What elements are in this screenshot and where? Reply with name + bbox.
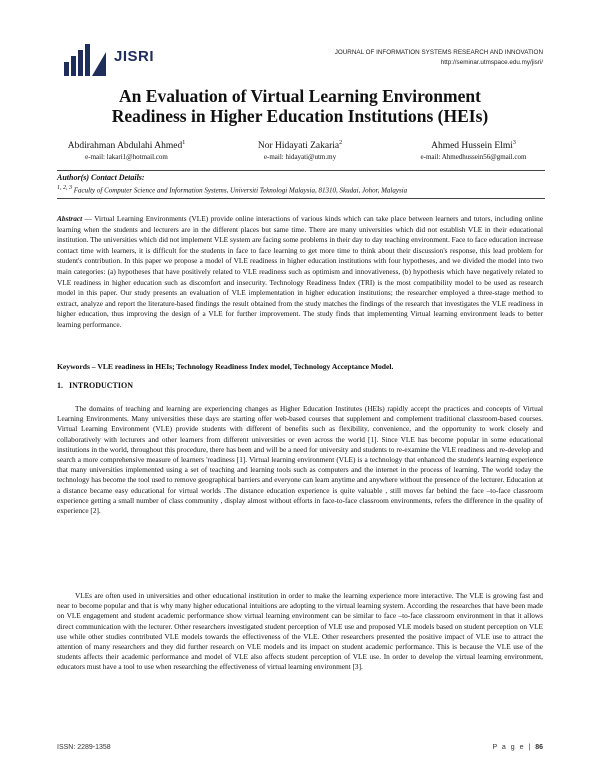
page-label: P a g e |	[492, 744, 536, 751]
logo-text: JISRI	[114, 48, 155, 65]
author-2	[214, 137, 387, 162]
author-email[interactable]: e-mail: lakari1@hotmail.com	[85, 153, 168, 162]
journal-logo	[62, 40, 172, 80]
abstract-dash: —	[82, 214, 95, 223]
journal-url[interactable]: http://seminar.utmspace.edu.my/jisri/	[440, 59, 543, 66]
contact-heading: Author(s) Contact Details:	[57, 173, 145, 182]
page-number: 86	[535, 744, 543, 751]
author-3	[387, 137, 560, 162]
body-paragraph: VLEs are often used in universities and other educational institution in order to make the learning experience more interactive. The VLE is growing fast and near to become popular and that is why many higher educational intuitions are adopting to the virtual learning system. According the researches that have been made on VLE engagement and student academic performance show virtual learning environment can be similar to face –to-face classroom environment in that it allows direct communication with the lecturer. Other researchers investigated student perception of VLE use and proposed VLE models based on student perception on VLE use while other studies contributed VLE models towards the effectiveness of the VLE. Other researchers presented the positive impact of VLE use to attract the attention of many researchers and they did further research on VLE models and its impact on student academic performance. This is because the VLE use of the students affects their academic performance and model of VLE also affects student perception of VLE use. In order to develop the virtual learning environment, educators must have a tool to use when researching the effectiveness of virtual learning environment [3].	[57, 591, 543, 672]
abstract-label: Abstract	[57, 214, 83, 223]
keywords: Keywords – VLE readiness in HEIs; Technology Readiness Index model, Technology Acceptance Model.	[57, 362, 394, 371]
author-name: Abdirahman Abdulahi Ahmed	[67, 141, 183, 152]
author-list	[40, 137, 560, 162]
body-paragraph: The domains of teaching and learning are experiencing changes as Higher Education Institutes (HEIs) rapidly accept the practices and concepts of Virtual Learning Environments. Many universities these days are starting offer web-based courses that supplement and complement traditional classroom-based courses. Virtual Learning Environment (VLE) provide students with different of benefits such as flexibility, convenience, and the opportunity to work closely and collaboratively with lecturers and other learners from different universities or even across the world [1]. Since VLE has become popular in some educational institutions in the world, throughout this procedure, there has been and will be a need for university and students to re-examine the VLE readiness and re-develop and search a more comprehensive measure of learners 'readiness [1]. Virtual learning environment (VLE) is a technology that enhanced the student's learning experience that many universities implemented using a set of teaching and learning tools such as computers and the internet in the process of learning. The world today the technology has become the tool used to remove geographical barriers and everyone can learn anytime and anywhere without the presence of the lecturer. Education at a distance became easy educational for virtual worlds .The distance education experience is quite valuable , still moves far behind the face –to-face classroom experience getting a small number of class community , display almost without efforts in face-to-face classroom environments, refers the difference in the quality of experience [2].	[57, 404, 543, 516]
author-superscript: 3	[512, 140, 516, 146]
author-contact-details	[57, 170, 545, 199]
journal-name: JOURNAL OF INFORMATION SYSTEMS RESEARCH AND INNOVATION	[334, 49, 543, 56]
affiliation-text: Faculty of Computer Science and Information Systems, Universiti Teknologi Malaysia, 81310, Skudai, Johor, Malaysia	[73, 186, 408, 195]
author-superscript: 2	[339, 140, 343, 146]
footer-issn: ISSN: 2289-1358	[57, 744, 111, 751]
footer-page	[492, 744, 543, 751]
author-email[interactable]: e-mail: hidayati@utm.my	[263, 153, 337, 162]
author-name: Ahmed Hussein Elmi	[431, 141, 513, 152]
abstract-text: Virtual Learning Environments (VLE) provide online interactions of various kinds which can take place between learners and tutors, including online learning when the students and lecturers are in the different places but same time. There are many universities which did not establish VLE in their educational institution. The universities which did not implement VLE system are facing some problems in their day to day teaching environment. Face to face education increase contact time with learners, it is difficult for the students in face to face learning to get more time to think about their discussion's response, this lead problem for student's contribution. In this paper we propose a model of VLE readiness in higher education institutions with four hypotheses, and we divided the model into two main categories: (a) hypotheses that have positively related to VLE readiness such as optimism and innovativeness, (b) hypothesis which have negatively related to VLE readiness in higher education such as discomfort and insecurity. Technology Readiness Index (TRI) is the most compatibility model to be used as research model in this paper. Our study presents an evaluation of VLE implementation in higher education institutions; the researcher employed a three-stage method to extract, analyze and report the literature-based findings the result obtained from the study matches the findings of the research that investigates the VLE readiness in higher education, thus improving the design of a VLE for further improvement. The study finds that implementing Virtual learning environment leads to better learning performance.	[57, 214, 543, 329]
section-number: 1.	[57, 381, 63, 390]
logo-emblem-icon	[62, 40, 112, 80]
paper-title	[60, 86, 540, 126]
section-heading	[57, 381, 133, 390]
journal-header	[335, 48, 543, 68]
author-1	[40, 137, 213, 162]
affiliation-superscript: 1, 2, 3	[57, 185, 72, 191]
section-title: INTRODUCTION	[69, 381, 134, 390]
title-line-1: An Evaluation of Virtual Learning Environment	[119, 86, 481, 106]
title-line-2: Readiness in Higher Education Institutions (HEIs)	[111, 106, 489, 126]
author-email[interactable]: e-mail: Ahmedhussein56@gmail.com	[420, 153, 527, 162]
author-name: Nor Hidayati Zakaria	[257, 141, 340, 152]
abstract	[57, 214, 543, 331]
author-superscript: 1	[182, 140, 186, 146]
